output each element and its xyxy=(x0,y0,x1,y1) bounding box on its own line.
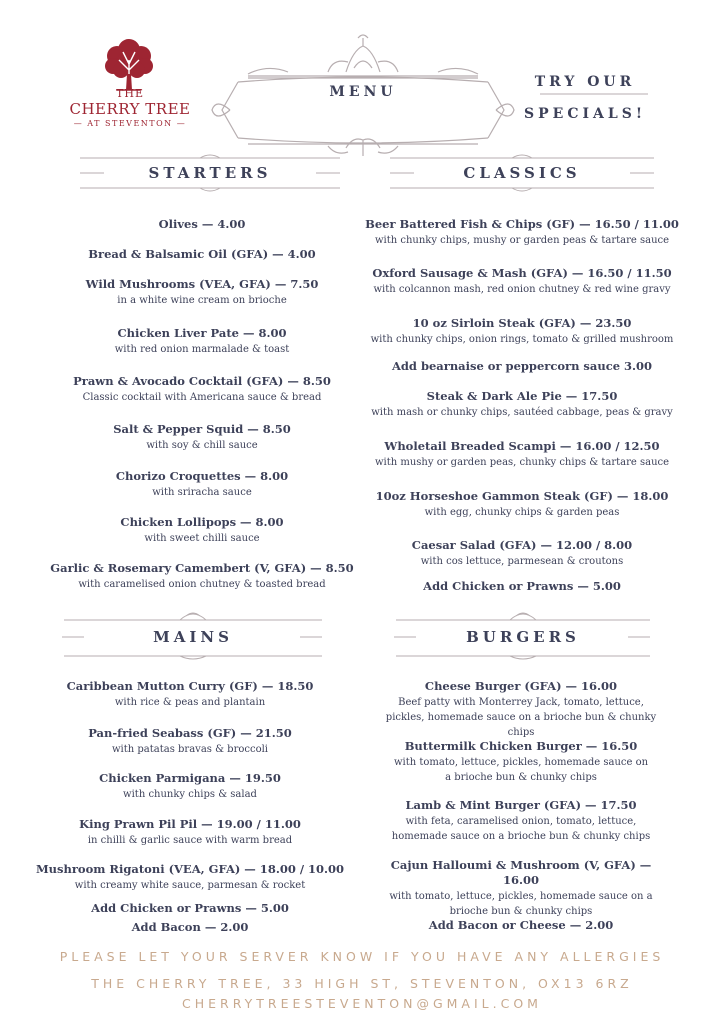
starters-item-prawn xyxy=(40,374,364,405)
item-desc: with sweet chilli sauce xyxy=(144,533,260,544)
classics-item-addon xyxy=(362,579,682,594)
starters-item-camembert xyxy=(30,561,374,592)
starters-item-olives xyxy=(40,217,364,232)
item-desc: with chunky chips, onion rings, tomato & grilled mushroom xyxy=(370,334,674,345)
item-name: Chicken Lollipops — 8.00 xyxy=(120,515,284,529)
item-name: Add bearnaise or peppercorn sauce 3.00 xyxy=(391,359,653,373)
item-name: Beer Battered Fish & Chips (GF) — 16.50 / 11.00 xyxy=(365,217,679,231)
item-name: Caesar Salad (GFA) — 12.00 / 8.00 xyxy=(411,538,633,552)
item-name: Add Chicken or Prawns — 5.00 xyxy=(91,901,289,915)
burgers-item-lamb xyxy=(390,798,652,844)
brand-logo xyxy=(60,34,200,128)
email: CHERRYTREESTEVENTON@GMAIL.COM xyxy=(182,996,542,1011)
burgers-item-chicken xyxy=(390,739,652,785)
classics-item-fish xyxy=(362,217,682,248)
item-desc: with cos lettuce, parmesean & croutons xyxy=(420,556,624,567)
item-name: 10oz Horseshoe Gammon Steak (GF) — 18.00 xyxy=(375,489,669,503)
mains-item-pilpil xyxy=(30,817,350,848)
starters-item-mushrooms xyxy=(40,277,364,308)
burgers-item-addon xyxy=(380,918,662,933)
item-name: Mushroom Rigatoni (VEA, GFA) — 18.00 / 10.00 xyxy=(35,862,345,876)
classics-item-gammon xyxy=(362,489,682,520)
starters-item-squid xyxy=(40,422,364,453)
item-name: Cajun Halloumi & Mushroom (V, GFA) — 16.00 xyxy=(390,858,652,887)
item-name: Buttermilk Chicken Burger — 16.50 xyxy=(404,739,638,753)
classics-item-scampi xyxy=(362,439,682,470)
item-name: 10 oz Sirloin Steak (GFA) — 23.50 xyxy=(412,316,632,330)
item-desc: with feta, caramelised onion, tomato, lettuce, homemade sauce on a brioche bun & chunky chips xyxy=(391,816,651,842)
item-name: Salt & Pepper Squid — 8.50 xyxy=(113,422,291,436)
starters-item-chorizo xyxy=(40,469,364,500)
specials-divider xyxy=(540,92,648,96)
starters-item-bread xyxy=(40,247,364,262)
classics-item-sausage xyxy=(362,266,682,297)
item-desc: in chilli & garlic sauce with warm bread xyxy=(87,835,293,846)
mains-item-rigatoni xyxy=(20,862,360,893)
starters-title: STARTERS xyxy=(148,164,272,182)
mains-item-seabass xyxy=(30,726,350,757)
item-name: Oxford Sausage & Mash (GFA) — 16.50 / 11.50 xyxy=(372,266,672,280)
item-name: Chorizo Croquettes — 8.00 xyxy=(115,469,289,483)
item-name: Add Chicken or Prawns — 5.00 xyxy=(423,579,621,593)
item-desc: with colcannon mash, red onion chutney & red wine gravy xyxy=(373,284,671,295)
address: THE CHERRY TREE, 33 HIGH ST, STEVENTON, OX13 6RZ xyxy=(91,976,633,991)
burgers-item-cheese xyxy=(380,679,662,740)
classics-item-sirloin xyxy=(362,316,682,347)
item-name: Cheese Burger (GFA) — 16.00 xyxy=(424,679,618,693)
item-name: Chicken Liver Pate — 8.00 xyxy=(117,326,287,340)
item-name: Pan-fried Seabass (GF) — 21.50 xyxy=(88,726,292,740)
item-desc: with chunky chips, mushy or garden peas & tartare sauce xyxy=(374,235,670,246)
item-desc: with patatas bravas & broccoli xyxy=(112,744,268,755)
item-name: Bread & Balsamic Oil (GFA) — 4.00 xyxy=(88,247,316,261)
item-desc: with sriracha sauce xyxy=(152,487,252,498)
specials-line-2: SPECIALS! xyxy=(524,106,646,122)
item-desc: with mushy or garden peas, chunky chips & tartare sauce xyxy=(374,457,670,468)
item-desc: with caramelised onion chutney & toasted bread xyxy=(78,579,326,590)
item-desc: Beef patty with Monterrey Jack, tomato, lettuce, pickles, homemade sauce on a brioche bun & chunky chips xyxy=(385,697,657,738)
classics-item-pie xyxy=(362,389,682,420)
starters-item-pate xyxy=(40,326,364,357)
item-desc: in a white wine cream on brioche xyxy=(117,295,287,306)
item-desc: with egg, chunky chips & garden peas xyxy=(424,507,620,518)
item-desc: with soy & chill sauce xyxy=(146,440,258,451)
specials-callout xyxy=(520,66,650,130)
item-desc: with creamy white sauce, parmesan & rocket xyxy=(74,880,306,891)
burgers-title: BURGERS xyxy=(466,628,580,646)
item-name: Lamb & Mint Burger (GFA) — 17.50 xyxy=(405,798,637,812)
classics-item-caesar xyxy=(362,538,682,569)
brand-location: — AT STEVENTON — xyxy=(73,119,187,128)
mains-item-parmigana xyxy=(30,771,350,802)
item-name: Wild Mushrooms (VEA, GFA) — 7.50 xyxy=(85,277,319,291)
starters-item-lollipops xyxy=(40,515,364,546)
specials-line-1: TRY OUR xyxy=(534,74,636,90)
mains-item-curry xyxy=(30,679,350,710)
brand-the: THE xyxy=(116,87,144,100)
item-desc: with tomato, lettuce, pickles, homemade sauce on a brioche bun & chunky chips xyxy=(393,757,649,783)
burgers-item-halloumi xyxy=(376,858,666,919)
item-desc: with tomato, lettuce, pickles, homemade sauce on a brioche bun & chunky chips xyxy=(389,891,653,917)
item-name: Add Bacon — 2.00 xyxy=(131,920,249,934)
item-desc: with mash or chunky chips, sautéed cabbage, peas & gravy xyxy=(371,407,673,418)
brand-name: CHERRY TREE xyxy=(69,100,191,118)
classics-item-sauce-addon xyxy=(362,359,682,374)
menu-title: MENU xyxy=(329,84,397,100)
item-desc: Classic cocktail with Americana sauce & bread xyxy=(82,392,322,403)
item-name: Caribbean Mutton Curry (GF) — 18.50 xyxy=(66,679,314,693)
item-desc: with rice & peas and plantain xyxy=(114,697,266,708)
item-name: Prawn & Avocado Cocktail (GFA) — 8.50 xyxy=(73,374,331,388)
item-name: Olives — 4.00 xyxy=(158,217,246,231)
item-name: Steak & Dark Ale Pie — 17.50 xyxy=(426,389,618,403)
classics-title: CLASSICS xyxy=(463,164,581,182)
item-name: Add Bacon or Cheese — 2.00 xyxy=(428,918,614,932)
mains-item-addon-chicken xyxy=(30,901,350,916)
item-desc: with chunky chips & salad xyxy=(123,789,257,800)
item-name: Chicken Parmigana — 19.50 xyxy=(99,771,281,785)
item-name: Wholetail Breaded Scampi — 16.00 / 12.50 xyxy=(384,439,660,453)
allergy-notice: PLEASE LET YOUR SERVER KNOW IF YOU HAVE ANY ALLERGIES xyxy=(59,949,665,964)
item-desc: with red onion marmalade & toast xyxy=(114,344,290,355)
item-name: Garlic & Rosemary Camembert (V, GFA) — 8.50 xyxy=(50,561,354,575)
item-name: King Prawn Pil Pil — 19.00 / 11.00 xyxy=(79,817,301,831)
mains-item-addon-bacon xyxy=(30,920,350,935)
mains-title: MAINS xyxy=(153,628,233,646)
